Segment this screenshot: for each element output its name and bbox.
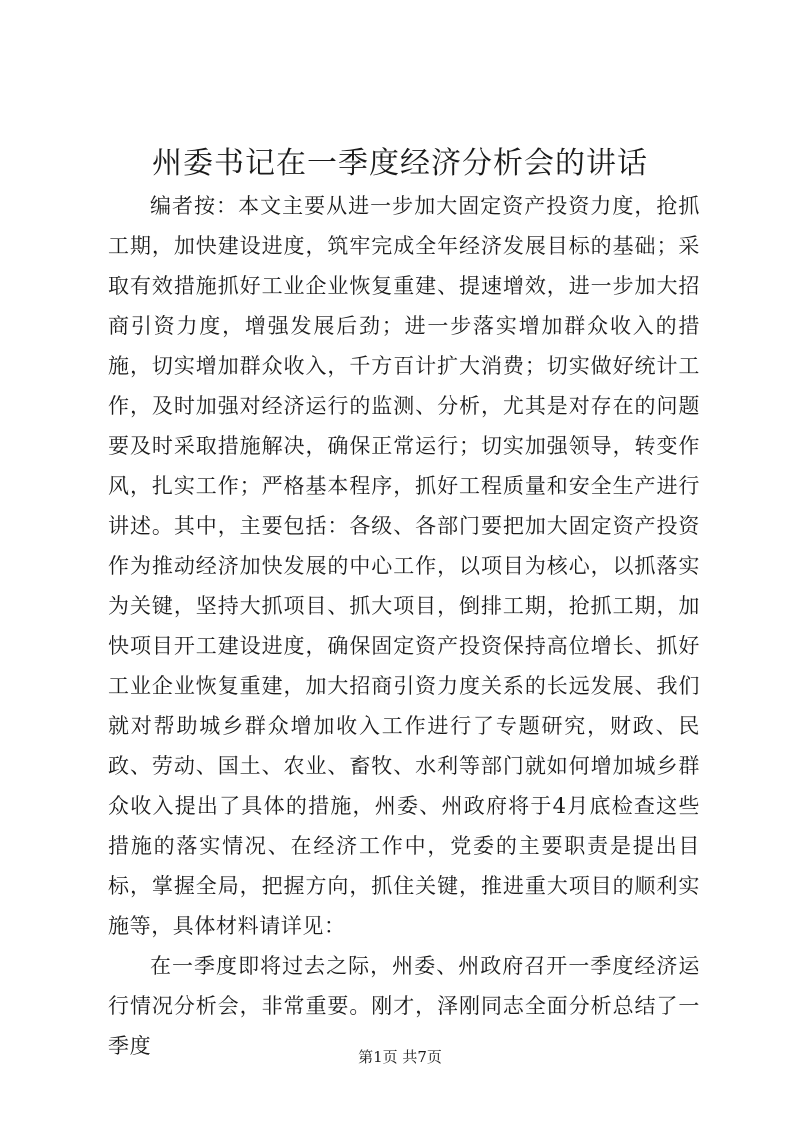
page-title: 州委书记在一季度经济分析会的讲话 [152, 146, 648, 181]
page-number-footer: 第1页 共7页 [358, 1048, 442, 1066]
editor-note-paragraph: 编者按：本文主要从进一步加大固定资产投资力度，抢抓工期，加快建设进度，筑牢完成全年经济发展目标的基础；采取有效措施抓好工业企业恢复重建、提速增效，进一步加大招商引资力度，增强发展后劲；进一步落实增加群众收入的措施，切实增加群众收入，千方百计扩大消费；切实做好统计工作，及时加强对经济运行的监测、分析，尤其是对存在的问题要及时采取措施解决，确保正常运行；切实加强领导，转变作风，扎实工作；严格基本程序，抓好工程质量和安全生产进行讲述。其中，主要包括：各级、各部门要把加大固定资产投资作为推动经济加快发展的中心工作，以项目为核心，以抓落实为关键，坚持大抓项目、抓大项目，倒排工期，抢抓工期，加快项目开工建设进度，确保固定资产投资保持高位增长、抓好工业企业恢复重建，加大招商引资力度关系的长远发展、我们就对帮助城乡群众增加收入工作进行了专题研究，财政、民政、劳动、国土、农业、畜牧、水利等部门就如何增加城乡群众收入提出了具体的措施，州委、州政府将于4月底检查这些措施的落实情况、在经济工作中，党委的主要职责是提出目标，掌握全局，把握方向，抓住关键，推进重大项目的顺利实施等，具体材料请详见： [108, 194, 700, 938]
speech-opening-paragraph: 在一季度即将过去之际，州委、州政府召开一季度经济运行情况分析会，非常重要。刚才，泽刚同志全面分析总结了一季度 [108, 954, 700, 1058]
document-body [108, 186, 700, 1066]
